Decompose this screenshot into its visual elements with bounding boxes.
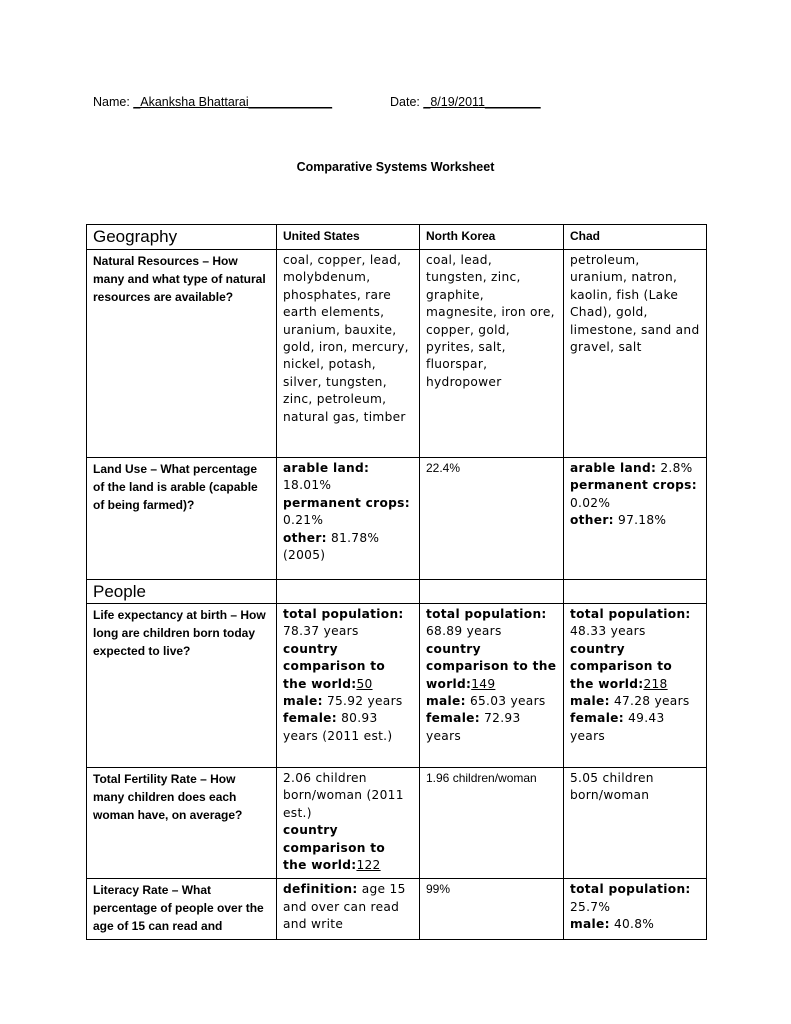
us-fertility-value: 2.06 children born/woman (2011 est.) xyxy=(283,771,404,820)
section-people: People xyxy=(93,582,146,601)
us-fertility-comparison-label: country comparison to the world: xyxy=(283,823,386,873)
answer-cell xyxy=(420,250,564,458)
section-heading-cell xyxy=(87,580,277,604)
answer-cell xyxy=(564,458,707,580)
us-rank: 50 xyxy=(356,676,373,691)
us-arable-value: 18.01% xyxy=(283,478,332,493)
nk-natural-resources: coal, lead, tungsten, zinc, graphite, magnesite, iron ore, copper, gold, pyrites, salt, fluorspar, hydropower xyxy=(426,253,555,389)
chad-comparison-label: country comparison to the world: xyxy=(570,641,673,691)
table-row xyxy=(87,768,707,879)
empty-cell xyxy=(420,580,564,604)
nk-male-value: 65.03 years xyxy=(469,694,546,709)
question-cell xyxy=(87,768,277,879)
nk-comparison-label: country comparison to the world: xyxy=(426,641,557,691)
chad-other-value: 97.18% xyxy=(618,513,667,528)
nk-life-expectancy xyxy=(426,606,557,745)
name-line xyxy=(93,95,332,109)
chad-female-value: 49.43 years xyxy=(570,711,665,743)
chad-male-value: 47.28 years xyxy=(613,694,690,709)
fertility-question: Total Fertility Rate – How many children does each woman have, on average? xyxy=(93,772,243,822)
us-other-label: other: xyxy=(283,530,327,545)
answer-cell xyxy=(420,458,564,580)
answer-cell xyxy=(277,250,420,458)
us-perm-label: permanent crops: xyxy=(283,495,410,510)
answer-cell xyxy=(277,768,420,879)
col-united-states: United States xyxy=(283,229,360,243)
name-label: Name: xyxy=(93,95,130,109)
natural-resources-question: Natural Resources – How many and what type of natural resources are available? xyxy=(93,254,266,304)
answer-cell xyxy=(564,250,707,458)
chad-land-use xyxy=(570,460,700,530)
answer-cell xyxy=(564,768,707,879)
col-north-korea: North Korea xyxy=(426,229,496,243)
nk-female-value: 72.93 years xyxy=(426,711,521,743)
table-header-row xyxy=(87,225,707,250)
us-fertility xyxy=(283,770,413,874)
chad-literacy-total-value: 25.7% xyxy=(570,899,611,914)
answer-cell xyxy=(564,879,707,940)
empty-cell xyxy=(277,580,420,604)
section-row xyxy=(87,580,707,604)
chad-literacy xyxy=(570,881,700,933)
us-arable-label: arable land: xyxy=(283,461,370,475)
question-cell xyxy=(87,458,277,580)
empty-cell xyxy=(564,580,707,604)
us-literacy xyxy=(283,881,413,933)
us-total-label: total population: xyxy=(283,607,404,621)
table-row xyxy=(87,458,707,580)
question-cell xyxy=(87,250,277,458)
us-land-use xyxy=(283,460,413,564)
answer-cell xyxy=(277,604,420,768)
nk-total-label: total population: xyxy=(426,607,547,621)
chad-rank: 218 xyxy=(643,676,668,691)
us-total-value: 78.37 years xyxy=(283,624,359,639)
land-use-question: Land Use – What percentage of the land is arable (capable of being farmed)? xyxy=(93,462,258,512)
table-row xyxy=(87,250,707,458)
us-life-expectancy xyxy=(283,606,413,745)
us-female-value: 80.93 years (2011 est.) xyxy=(283,711,393,743)
chad-total-label: total population: xyxy=(570,607,691,621)
col-chad: Chad xyxy=(570,229,600,243)
date-label: Date: xyxy=(390,95,420,109)
chad-arable-label: arable land: xyxy=(570,461,657,475)
table-row xyxy=(87,879,707,940)
us-other-value: 81.78% (2005) xyxy=(283,530,380,563)
chad-literacy-male-value: 40.8% xyxy=(613,917,655,932)
us-natural-resources: coal, copper, lead, molybdenum, phosphates, rare earth elements, uranium, bauxite, gold, iron, mercury, nickel, potash, silver, tungsten, zinc, petroleum, natural gas, timber xyxy=(283,253,409,424)
chad-literacy-male-label: male: xyxy=(570,917,610,932)
us-def-label: definition: xyxy=(283,882,358,897)
date-value: _8/19/2011________ xyxy=(423,95,541,109)
us-def-value: age 15 and over can read and write xyxy=(283,882,406,932)
date-line xyxy=(390,95,541,109)
question-cell xyxy=(87,879,277,940)
chad-literacy-total-label: total population: xyxy=(570,882,691,897)
chad-perm-value: 0.02% xyxy=(570,495,611,510)
chad-total-value: 48.33 years xyxy=(570,624,646,639)
chad-life-expectancy xyxy=(570,606,700,745)
chad-arable-value: 2.8% xyxy=(660,461,693,475)
nk-rank: 149 xyxy=(471,676,496,691)
worksheet-table xyxy=(86,224,707,940)
nk-land-use: 22.4% xyxy=(426,461,461,475)
column-header-cell xyxy=(277,225,420,250)
us-fertility-rank: 122 xyxy=(356,858,381,873)
us-male-value: 75.92 years xyxy=(326,694,403,709)
column-header-cell xyxy=(420,225,564,250)
life-expectancy-question: Life expectancy at birth – How long are children born today expected to live? xyxy=(93,608,266,658)
answer-cell xyxy=(277,879,420,940)
us-male-label: male: xyxy=(283,694,323,709)
us-female-label: female: xyxy=(283,711,337,726)
nk-female-label: female: xyxy=(426,711,480,726)
chad-other-label: other: xyxy=(570,513,614,528)
chad-natural-resources: petroleum, uranium, natron, kaolin, fish (Lake Chad), gold, limestone, sand and gravel, salt xyxy=(570,253,700,355)
answer-cell xyxy=(420,768,564,879)
us-perm-value: 0.21% xyxy=(283,513,324,528)
nk-male-label: male: xyxy=(426,694,466,709)
section-geography: Geography xyxy=(93,227,178,246)
answer-cell xyxy=(277,458,420,580)
answer-cell xyxy=(564,604,707,768)
literacy-question: Literacy Rate – What percentage of people over the age of 15 can read and xyxy=(93,883,264,934)
chad-fertility: 5.05 children born/woman xyxy=(570,771,654,803)
us-comparison-label: country comparison to the world: xyxy=(283,641,386,691)
section-heading-cell xyxy=(87,225,277,250)
question-cell xyxy=(87,604,277,768)
chad-male-label: male: xyxy=(570,694,610,709)
name-value: _Akanksha Bhattarai____________ xyxy=(133,95,333,109)
column-header-cell xyxy=(564,225,707,250)
nk-total-value: 68.89 years xyxy=(426,624,502,639)
chad-perm-label: permanent crops: xyxy=(570,478,697,493)
nk-literacy: 99% xyxy=(426,882,451,897)
answer-cell xyxy=(420,879,564,940)
table-row xyxy=(87,604,707,768)
nk-fertility: 1.96 children/woman xyxy=(426,771,537,785)
chad-female-label: female: xyxy=(570,711,624,726)
answer-cell xyxy=(420,604,564,768)
page-title: Comparative Systems Worksheet xyxy=(296,160,495,174)
